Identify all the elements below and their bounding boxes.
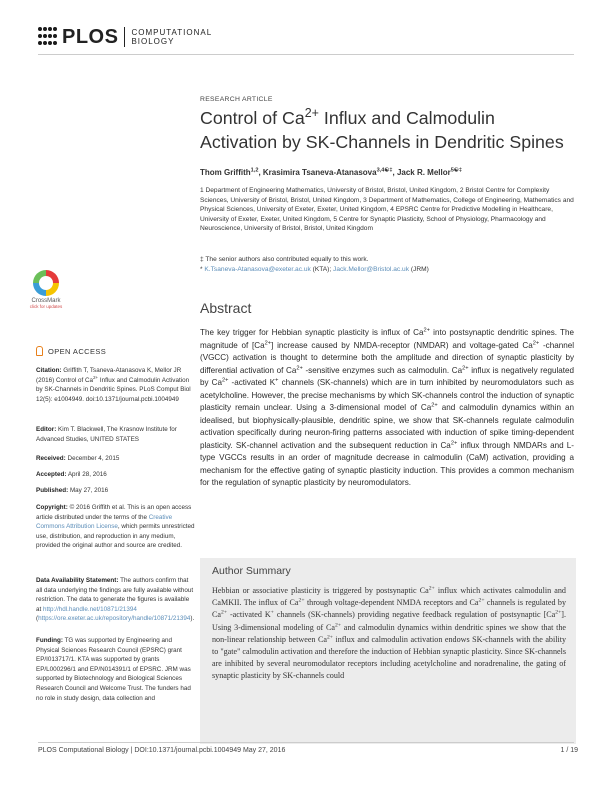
header-rule	[38, 54, 574, 55]
data-link-hdl[interactable]: http://hdl.handle.net/10871/21394	[43, 605, 137, 613]
data-link-ore[interactable]: https://ore.exeter.ac.uk/repository/handle/10871/21394	[38, 615, 191, 623]
copyright-block: Copyright: © 2016 Griffith et al. This is an open access article distributed under the terms of the Creative Commons Attribution License, which permits unrestricted use, distribution, and reproduction in any medium, provided the original author and source are credited.	[36, 504, 195, 550]
page-number: 1 / 19	[560, 747, 578, 754]
author-notes: ‡ The senior authors also contributed equally to this work. * K.Tsaneva-Atanasova@exeter.ac.uk (KTA); Jack.Mellor@Bristol.ac.uk (JRM)	[200, 256, 429, 273]
funding-block: Funding: TG was supported by Engineering and Physical Sciences Research Council (EPSRC) grant EP/I013717/1. KTA was supported by grants EP/L000296/1 and EP/N014391/1 of EPSRC. JRM was supported by Biotechnology and Biological Sciences Research Council and Welcome Trust. The funders had no role in study design, data collection and	[36, 637, 191, 702]
footer-rule	[38, 742, 574, 743]
affiliations: 1 Department of Engineering Mathematics, University of Bristol, Bristol, United Kingdom, 2 Bristol Centre for Complexity Sciences, University of Bristol, Bristol, United Kingdom, 3 Department of Mathematics, College of Engineering, Mathematics and Physical Sciences, University of Exeter, Exeter, United Kingdom, 4 EPSRC Centre for Predictive Modelling in Healthcare, University of Exeter, Exeter, United Kingdom, 5 Centre for Synaptic Plasticity, School of Physiology, Pharmacology and Neuroscience, University of Bristol, Bristol, United Kingdom	[200, 187, 574, 232]
author-summary-heading: Author Summary	[212, 565, 291, 577]
email-link-kta[interactable]: K.Tsaneva-Atanasova@exeter.ac.uk	[204, 265, 311, 273]
email-link-jrm[interactable]: Jack.Mellor@Bristol.ac.uk	[333, 265, 409, 273]
plos-dots-icon	[38, 27, 58, 47]
author-list: Thom Griffith$^{1,2}$, Krasimira Tsaneva-Atanasova$^{3,4☯\ddagger}$, Jack R. Mellor$^{5☯\ddagger}$	[200, 167, 462, 177]
logo-word: PLOS	[62, 25, 119, 48]
citation-block: Citation: Griffith T, Tsaneva-Atanasova K, Mellor JR (2016) Control of $Ca^{2+}$ Influx and Calmodulin Activation by SK-Channels in Dendritic Spines. PLoS Comput Biol 12(5): e1004949. doi:10.1371/journal.pcbi.1004949	[36, 367, 191, 403]
editor-block: Editor: Kim T. Blackwell, The Krasnow Institute for Advanced Studies, UNITED STATES	[36, 426, 177, 443]
article-type: RESEARCH ARTICLE	[200, 96, 273, 103]
received-date: Received: December 4, 2015	[36, 455, 120, 462]
open-lock-icon	[36, 346, 43, 356]
abstract-heading: Abstract	[200, 300, 252, 316]
article-title: Control of $Ca^{2+}$ Influx and Calmodulin Activation by SK-Channels in Dendritic Spines	[200, 106, 564, 152]
author-summary-text: Hebbian or associative plasticity is triggered by postsynaptic $Ca^{2+}$ influx which activates calmodulin and CaMKII. The influx of $Ca^{2+}$ through voltage-dependent NMDA receptors and $Ca^{2+}$ channels is regulated by $Ca^{2+}$ -activated K+ channels (SK-channels) providing negative feedback regulation of postsynaptic $[Ca^{2+}]$. Using 3-dimensional modeling of $Ca^{2+}$ and calmodulin dynamics within dendritic spines we show that the non-linear relationship between $Ca^{2+}$ influx and calmodulin activation endows SK-channels with the ability to "gate" calmodulin activation and therefore the induction of Hebbian synaptic plasticity. Since SK-channels are inhibited by several neuromodulator receptors including acetylcholine and noradrenaline, the gating of synaptic plasticity by SK-channels could	[212, 585, 567, 681]
logo-subtitle: COMPUTATIONAL BIOLOGY	[131, 28, 213, 46]
crossmark-icon	[33, 270, 59, 296]
published-date: Published: May 27, 2016	[36, 487, 109, 494]
page-footer	[38, 747, 578, 754]
journal-logo	[38, 26, 212, 48]
license-link[interactable]: Creative Commons Attribution License	[36, 513, 173, 531]
data-availability-block: Data Availability Statement: The authors confirm that all data underlying the findings are fully available without restriction. The data to generate the figures is available at http://hdl.handle.net/10871/21394 (https://ore.exeter.ac.uk/repository/handle/10871/21394).	[36, 577, 195, 623]
abstract-text: The key trigger for Hebbian synaptic plasticity is influx of $Ca^{2+}$ into postsynaptic dendritic spines. The magnitude of $[Ca^{2+}]$ increase caused by NMDA-receptor (NMDAR) and voltage-gated $Ca^{2+}$ -channel (VGCC) activation is thought to determine both the amplitude and direction of synaptic plasticity by differential activation of $Ca^{2+}$ -sensitive enzymes such as calmodulin. $Ca^{2+}$ influx is negatively regulated by $Ca^{2+}$ -activated K+ channels (SK-channels) which are in turn inhibited by neuromodulators such as acetylcholine. However, the precise mechanisms by which SK-channels control the induction of synaptic plasticity remain unclear. Using a 3-dimensional model of $Ca^{2+}$ and calmodulin dynamics within an idealised, but biophysically-plausible, dendritic spine, we show that SK-channels regulate calmodulin activation specifically during neuron-firing patterns associated with induction of spike timing-dependent plasticity. SK-channel activation and the subsequent reduction in $Ca^{2+}$ influx through NMDARs and L-type VGCCs results in an order of magnitude decrease in calmodulin (CaM) activation, providing a mechanism for the effective gating of synaptic plasticity induction. This provides a common mechanism for the regulation of synaptic plasticity by neuromodulators.	[200, 327, 575, 487]
crossmark-badge[interactable]: CrossMark click for updates	[26, 270, 66, 309]
footer-citation: PLOS Computational Biology | DOI:10.1371/journal.pcbi.1004949 May 27, 2016	[38, 747, 286, 754]
accepted-date: Accepted: April 28, 2016	[36, 471, 107, 478]
open-access-label: OPEN ACCESS	[36, 346, 106, 356]
